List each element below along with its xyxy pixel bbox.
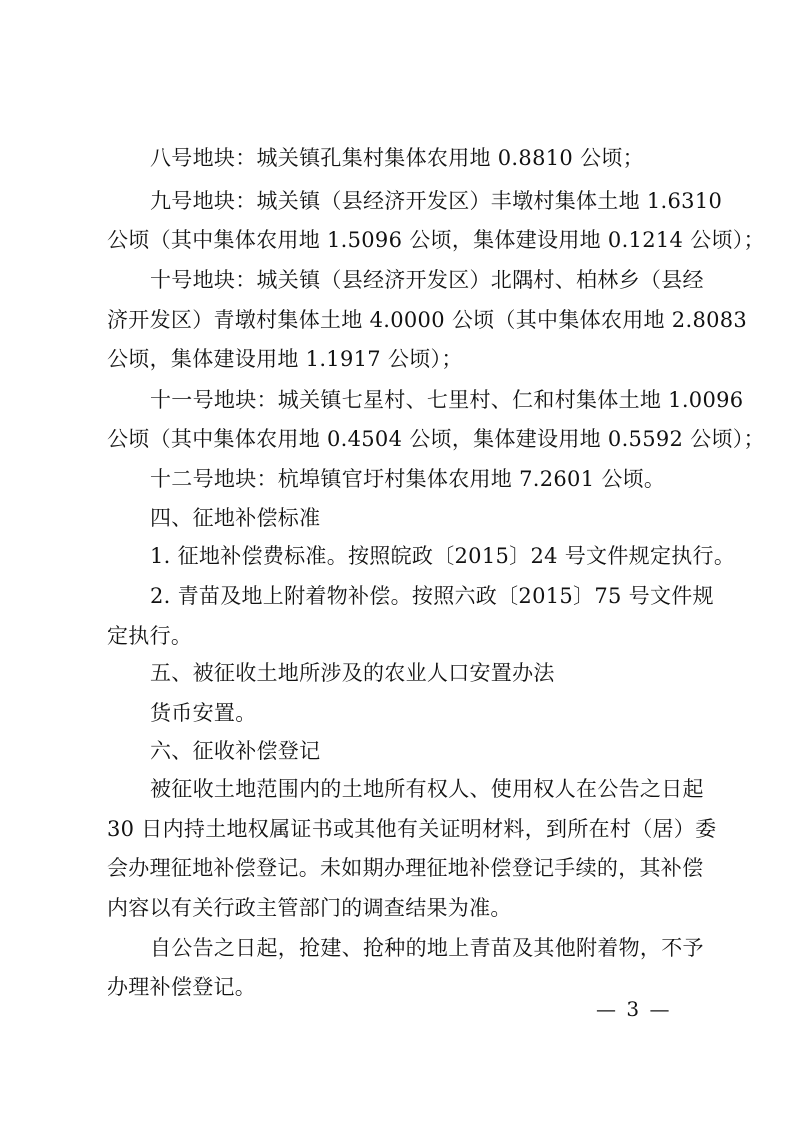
paragraph-plot-11-line-2: 公顷（其中集体农用地 0.4504 公顷，集体建设用地 0.5592 公顷）； xyxy=(107,427,765,451)
section-heading-registration: 六、征收补偿登记 xyxy=(150,739,321,763)
compensation-item-2-line-1: 2. 青苗及地上附着物补偿。按照六政〔2015〕75 号文件规 xyxy=(150,584,714,608)
section-heading-resettlement: 五、被征收土地所涉及的农业人口安置办法 xyxy=(150,661,555,685)
resettlement-method: 货币安置。 xyxy=(150,701,257,725)
paragraph-plot-10-line-3: 公顷，集体建设用地 1.1917 公顷）； xyxy=(107,347,463,371)
paragraph-plot-11-line-1: 十一号地块：城关镇七星村、七里村、仁和村集体土地 1.0096 xyxy=(150,388,744,412)
compensation-item-2-line-2: 定执行。 xyxy=(107,624,193,648)
no-compensation-paragraph-line-1: 自公告之日起，抢建、抢种的地上青苗及其他附着物，不予 xyxy=(150,936,704,960)
compensation-item-1: 1. 征地补偿费标准。按照皖政〔2015〕24 号文件规定执行。 xyxy=(150,544,736,568)
paragraph-plot-10-line-1: 十号地块：城关镇（县经济开发区）北隅村、柏林乡（县经 xyxy=(150,268,704,292)
section-heading-compensation-standard: 四、征地补偿标准 xyxy=(150,506,321,530)
paragraph-plot-12: 十二号地块：杭埠镇官圩村集体农用地 7.2601 公顷。 xyxy=(150,467,666,491)
registration-paragraph-line-2: 30 日内持土地权属证书或其他有关证明材料，到所在村（居）委 xyxy=(107,817,717,841)
paragraph-plot-10-line-2: 济开发区）青墩村集体土地 4.0000 公顷（其中集体农用地 2.8083 xyxy=(107,308,748,332)
paragraph-plot-8: 八号地块：城关镇孔集村集体农用地 0.8810 公顷； xyxy=(150,146,644,170)
registration-paragraph-line-3: 会办理征地补偿登记。未如期办理征地补偿登记手续的，其补偿 xyxy=(107,856,704,880)
registration-paragraph-line-4: 内容以有关行政主管部门的调查结果为准。 xyxy=(107,896,512,920)
paragraph-plot-9-line-1: 九号地块：城关镇（县经济开发区）丰墩村集体土地 1.6310 xyxy=(150,189,723,213)
paragraph-plot-9-line-2: 公顷（其中集体农用地 1.5096 公顷，集体建设用地 0.1214 公顷）； xyxy=(107,228,765,252)
page-number: — 3 — xyxy=(596,997,672,1021)
no-compensation-paragraph-line-2: 办理补偿登记。 xyxy=(107,975,257,999)
registration-paragraph-line-1: 被征收土地范围内的土地所有权人、使用权人在公告之日起 xyxy=(150,777,704,801)
